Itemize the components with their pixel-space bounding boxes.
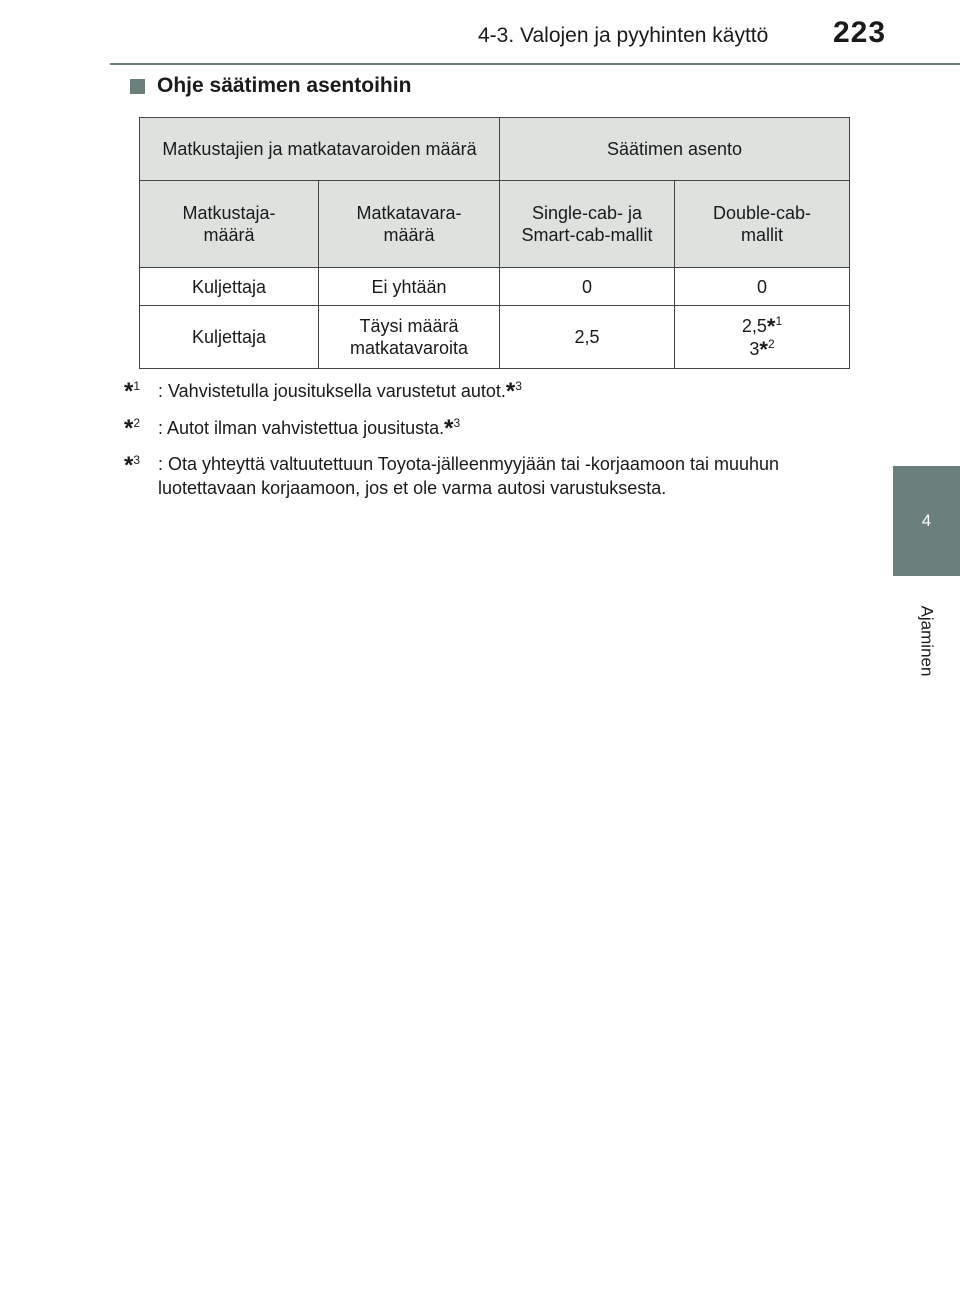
adjuster-position-table <box>139 117 850 369</box>
asterisk-mark: * <box>124 378 134 405</box>
chapter-title-vertical <box>893 576 960 706</box>
cell-value: 3 <box>749 339 760 359</box>
running-header-section: 4-3. Valojen ja pyyhinten käyttö <box>478 24 769 47</box>
footnote-number: 2 <box>133 416 141 430</box>
table-cell: Kuljettaja <box>140 268 319 306</box>
footnote <box>124 378 844 403</box>
asterisk-mark: * <box>124 415 134 442</box>
asterisk-mark: * <box>759 337 768 362</box>
footnote-text: : Vahvistetulla jousituksella varustetut autot. <box>158 381 506 401</box>
table-cell: 0 <box>500 268 675 306</box>
footnote-text: : Ota yhteyttä valtuutettuun Toyota-jälleenmyyjään tai -korjaamoon tai muuhun luotettavaan korjaamoon, jos et ole varma autosi varustuksesta. <box>158 454 780 498</box>
table-cell: Täysi määrä matkatavaroita <box>319 306 500 369</box>
chapter-number: 4 <box>921 511 932 530</box>
asterisk-mark: * <box>505 378 516 405</box>
section-heading-text: Ohje säätimen asentoihin <box>157 74 412 97</box>
footnote-cross-ref: 3 <box>515 379 522 393</box>
cell-value: 2,5 <box>741 316 767 336</box>
table-subheader-passengers: Matkustaja-määrä <box>140 181 319 268</box>
table-cell: 2,5 <box>500 306 675 369</box>
asterisk-mark: * <box>444 415 454 442</box>
header-divider <box>110 63 960 65</box>
table-cell: Ei yhtään <box>319 268 500 306</box>
page-number: 223 <box>833 16 887 49</box>
asterisk-mark: * <box>124 452 134 479</box>
footnote-ref: 2 <box>767 337 775 351</box>
footnote-number: 3 <box>133 453 141 467</box>
footnote-cross-ref: 3 <box>453 416 461 430</box>
square-bullet-icon <box>130 79 145 94</box>
table-row <box>140 306 850 369</box>
footnote <box>124 452 844 500</box>
footnote-ref: 1 <box>775 314 783 328</box>
table-subheader-single-cab: Single-cab- ja Smart-cab-mallit <box>500 181 675 268</box>
table-cell <box>675 306 850 369</box>
table-row <box>140 268 850 306</box>
table-cell: Kuljettaja <box>140 306 319 369</box>
section-heading <box>130 74 411 98</box>
footnote <box>124 415 844 440</box>
table-cell: 0 <box>675 268 850 306</box>
table-subheader-luggage: Matkatavara-määrä <box>319 181 500 268</box>
asterisk-mark: * <box>766 314 776 339</box>
footnote-text: : Autot ilman vahvistettua jousitusta. <box>158 418 445 438</box>
footnote-number: 1 <box>133 379 141 393</box>
table-header-position: Säätimen asento <box>500 118 850 181</box>
chapter-title: Ajaminen <box>917 605 937 677</box>
footnotes <box>124 378 844 512</box>
chapter-tab[interactable] <box>893 466 960 576</box>
table-subheader-double-cab: Double-cab-mallit <box>675 181 850 268</box>
table-header-load: Matkustajien ja matkatavaroiden määrä <box>140 118 500 181</box>
